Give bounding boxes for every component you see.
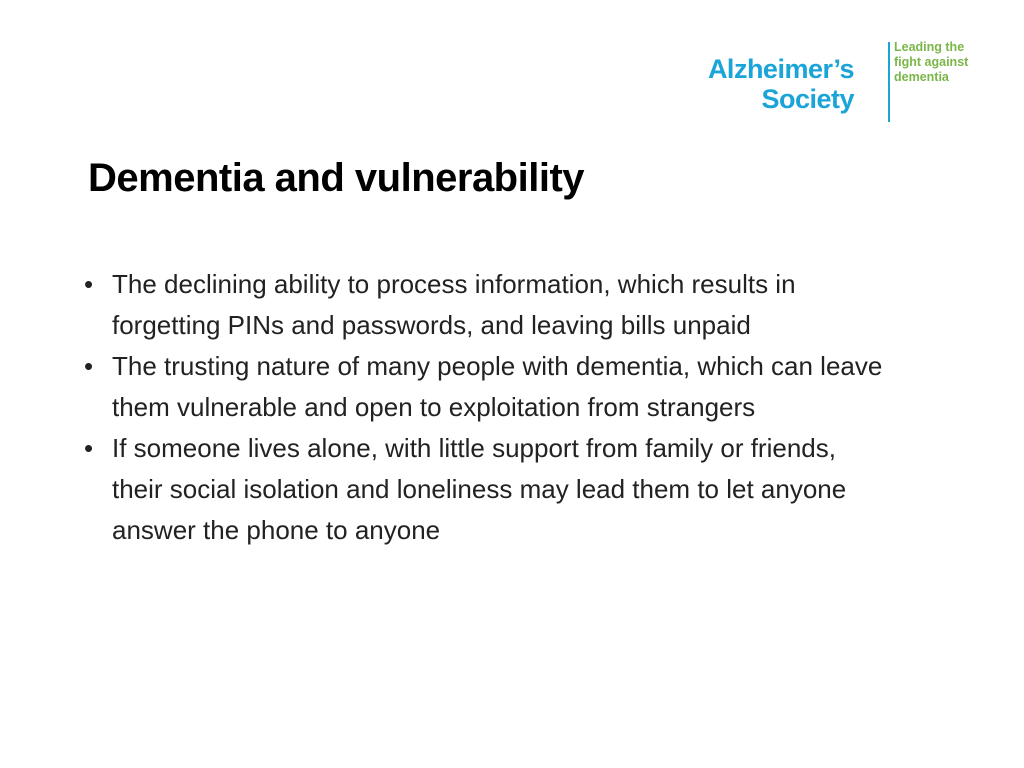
logo-tagline-line1: Leading the (894, 40, 965, 54)
bullet-list (84, 264, 884, 551)
bullet-text: The trusting nature of many people with dementia, which can leave them vulnerable and open to exploitation from strangers (112, 351, 883, 422)
bullet-dot: • (84, 351, 94, 381)
bullet-item (84, 264, 884, 346)
bullet-dot: • (84, 269, 94, 299)
alzheimers-society-logo (707, 40, 996, 126)
logo-tagline-line2: fight against (894, 55, 969, 69)
bullet-dot: • (84, 433, 94, 463)
logo-name-line2: Society (761, 84, 854, 114)
logo-name-line1: Alzheimer’s (707, 54, 854, 84)
logo-name (708, 54, 854, 114)
bullet-item (84, 346, 884, 428)
bullet-text: The declining ability to process information, which results in forgetting PINs and passwords, and leaving bills unpaid (112, 269, 796, 340)
logo-tagline (894, 40, 968, 85)
logo-tagline-line3: dementia (894, 70, 949, 84)
logo-divider (888, 42, 890, 122)
bullet-item (84, 428, 884, 551)
bullet-text: If someone lives alone, with little support from family or friends, their social isolation and loneliness may lead them to let anyone answer the phone to anyone (112, 433, 847, 545)
slide-title: Dementia and vulnerability (88, 156, 585, 200)
